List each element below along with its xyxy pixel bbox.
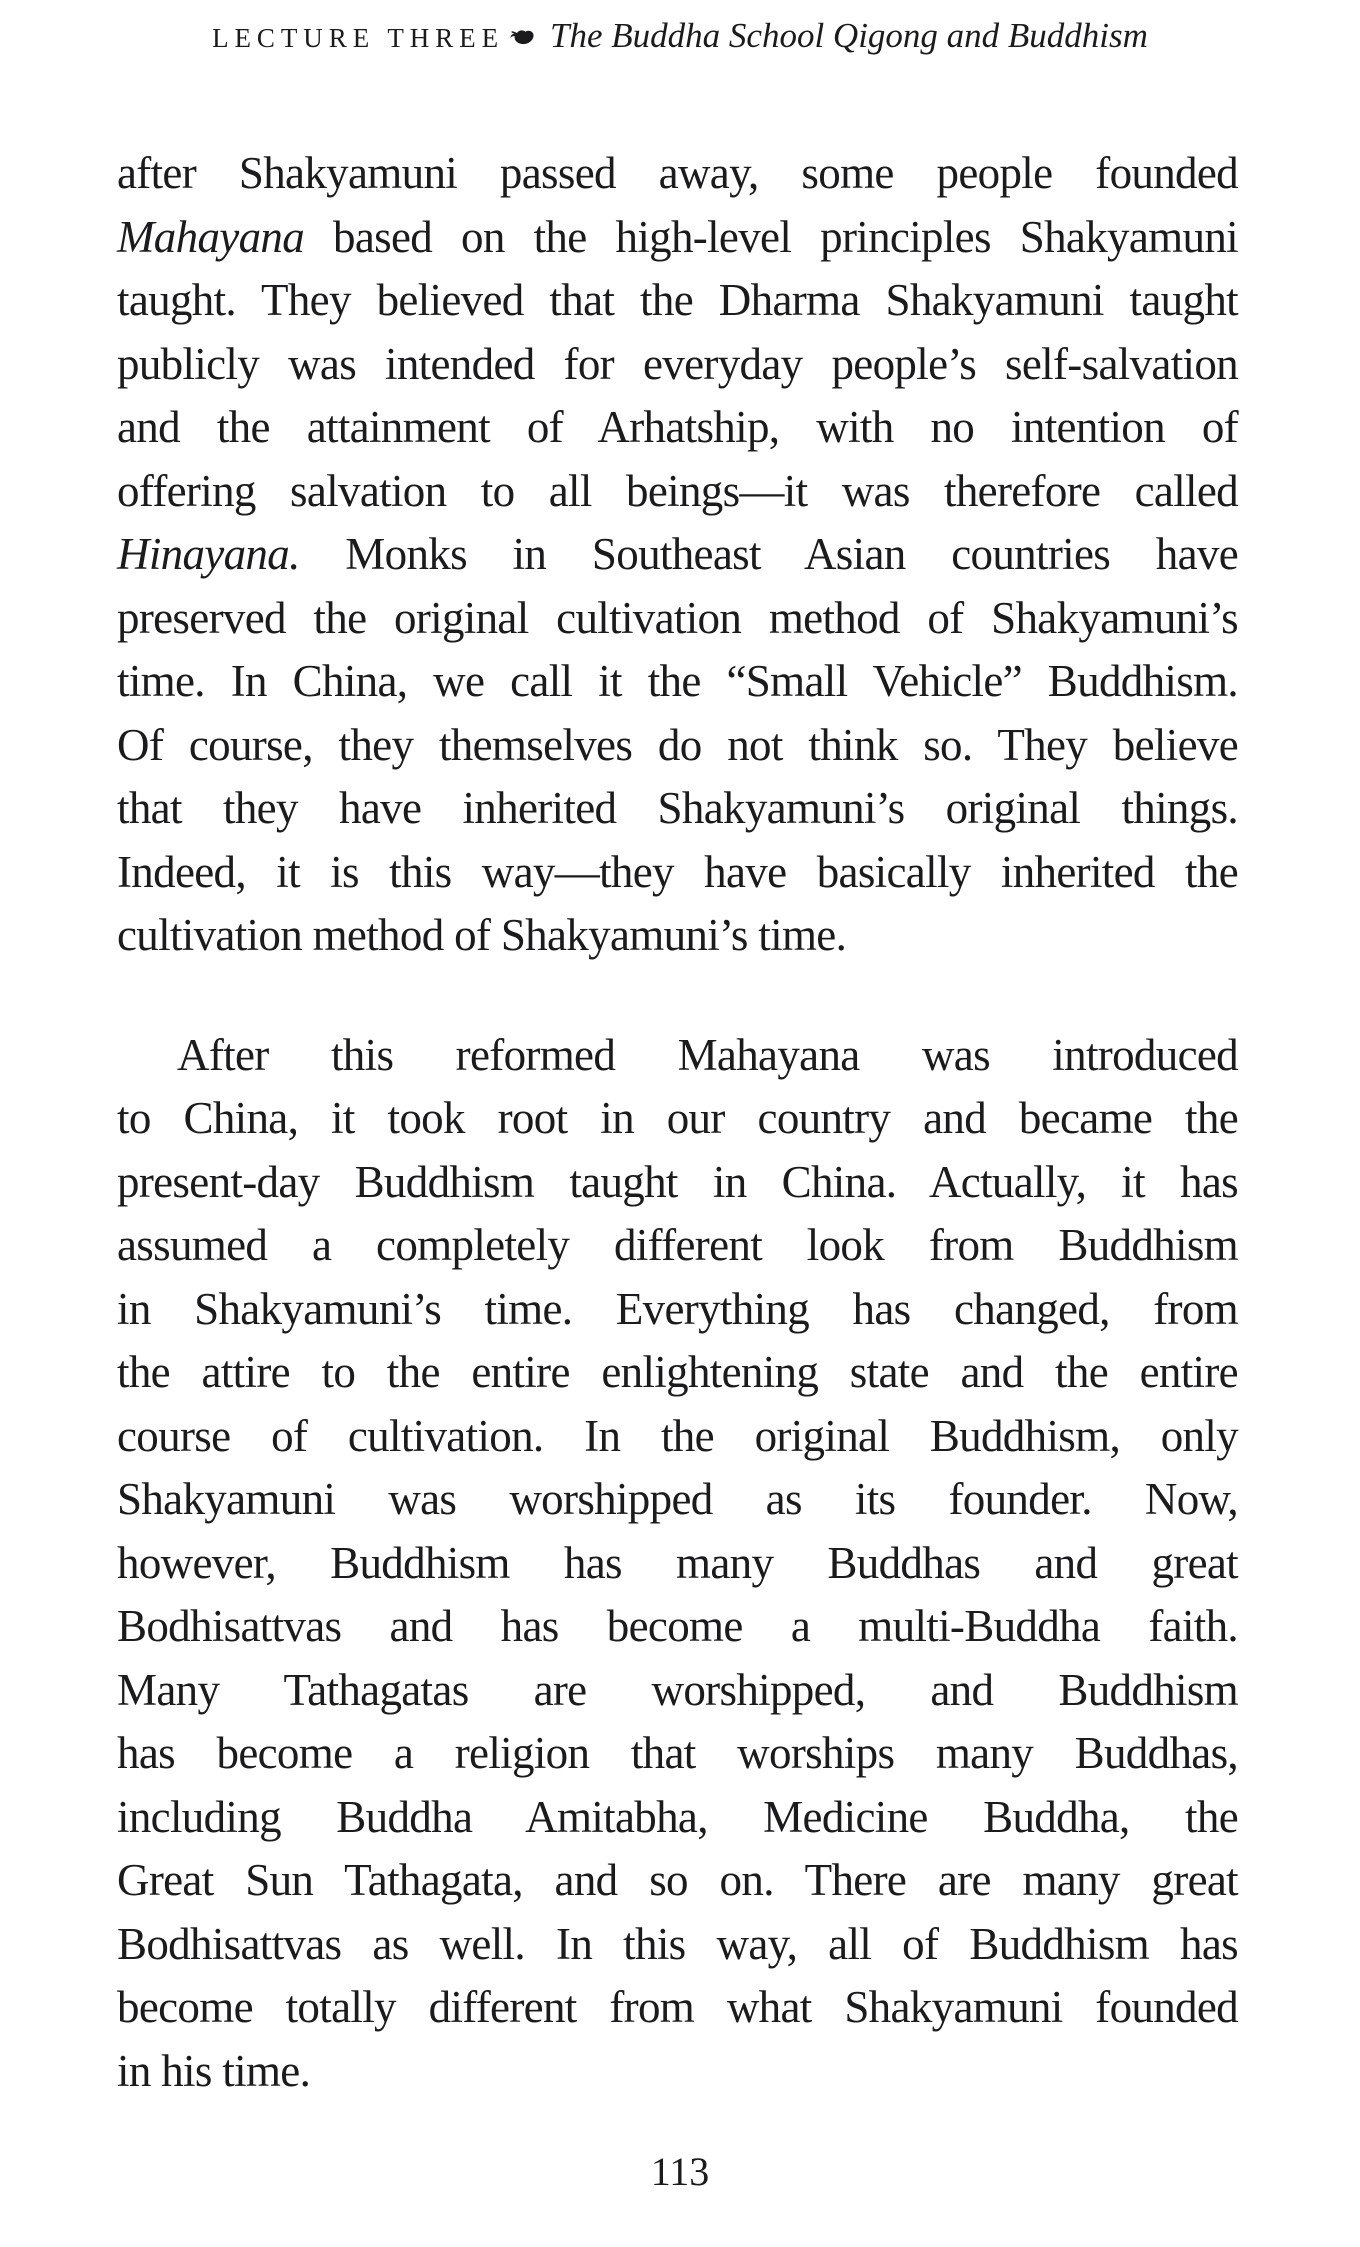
text-line xyxy=(117,1659,1238,1723)
page-footer xyxy=(0,2148,1360,2195)
text-line-content: in his time. xyxy=(117,2045,311,2096)
lecture-label: LECTURE THREE xyxy=(212,23,505,53)
text-line xyxy=(117,1849,1238,1913)
text-line xyxy=(117,1341,1238,1405)
text-line-content: offering salvation to all beings—it was therefore called xyxy=(117,465,1238,516)
text-line-content: Great Sun Tathagata, and so on. There are many great xyxy=(117,1855,1238,1905)
text-line xyxy=(117,1595,1238,1659)
text-line-content: Bodhisattvas as well. In this way, all of Buddhism has xyxy=(117,1918,1238,1969)
text-line-content: become totally different from what Shakyamuni founded xyxy=(117,1982,1238,2032)
text-line xyxy=(117,714,1238,778)
text-line-content: the attire to the entire enlightening state and the entire xyxy=(117,1347,1238,1397)
text-line xyxy=(117,1214,1238,1278)
text-line xyxy=(117,777,1238,841)
chapter-title: The Buddha School Qigong and Buddhism xyxy=(550,16,1148,55)
text-line xyxy=(117,904,1238,968)
text-line-content: cultivation method of Shakyamuni’s time. xyxy=(117,910,847,960)
text-line xyxy=(117,1151,1238,1215)
text-line xyxy=(117,396,1238,460)
text-line-content: Many Tathagatas are worshipped, and Buddhism xyxy=(117,1664,1238,1715)
text-line-content: course of cultivation. In the original Buddhism, only xyxy=(117,1410,1238,1461)
running-header xyxy=(0,16,1360,56)
text-line xyxy=(117,1087,1238,1151)
paragraph xyxy=(117,1024,1238,2104)
hedera-leaf-icon xyxy=(508,24,538,54)
text-line-content: assumed a completely different look from Buddhism xyxy=(117,1220,1238,1270)
page-number: 113 xyxy=(650,2149,710,2194)
text-line xyxy=(117,1024,1238,1088)
text-line-content: to China, it took root in our country and became the xyxy=(117,1093,1238,1143)
text-line-content: Hinayana. Monks in Southeast Asian countries have xyxy=(117,529,1238,579)
text-line xyxy=(117,523,1238,587)
paragraph xyxy=(117,142,1238,968)
text-line-content: and the attainment of Arhatship, with no intention of xyxy=(117,402,1238,452)
text-line xyxy=(117,1405,1238,1469)
text-line-content: has become a religion that worships many Buddhas, xyxy=(117,1728,1238,1778)
text-line xyxy=(117,2040,1238,2104)
text-line xyxy=(117,206,1238,270)
text-line-content: Indeed, it is this way—they have basically inherited the xyxy=(117,846,1238,897)
text-line-content: however, Buddhism has many Buddhas and great xyxy=(117,1537,1238,1588)
text-line xyxy=(117,1278,1238,1342)
text-line xyxy=(117,269,1238,333)
text-line xyxy=(117,1532,1238,1596)
text-line xyxy=(117,650,1238,714)
text-line-content: Of course, they themselves do not think so. They believe xyxy=(117,719,1238,770)
text-line-content: After this reformed Mahayana was introduced xyxy=(177,1029,1238,1080)
text-line-content: Shakyamuni was worshipped as its founder. Now, xyxy=(117,1474,1238,1524)
text-line-content: preserved the original cultivation method of Shakyamuni’s xyxy=(117,592,1238,643)
text-line-content: publicly was intended for everyday people’s self-salvation xyxy=(117,338,1238,389)
text-line-content: Bodhisattvas and has become a multi-Buddha faith. xyxy=(117,1601,1238,1651)
text-line xyxy=(117,1722,1238,1786)
text-line-content: in Shakyamuni’s time. Everything has changed, from xyxy=(117,1283,1238,1334)
text-line xyxy=(117,1913,1238,1977)
text-line xyxy=(117,587,1238,651)
text-line xyxy=(117,1976,1238,2040)
text-line-content: present-day Buddhism taught in China. Actually, it has xyxy=(117,1156,1238,1207)
text-line xyxy=(117,333,1238,397)
text-line xyxy=(117,841,1238,905)
text-line xyxy=(117,460,1238,524)
text-line-content: taught. They believed that the Dharma Shakyamuni taught xyxy=(117,275,1238,325)
text-line xyxy=(117,142,1238,206)
text-line xyxy=(117,1468,1238,1532)
text-line-content: Mahayana based on the high-level principles Shakyamuni xyxy=(117,211,1238,262)
text-line-content: after Shakyamuni passed away, some people founded xyxy=(117,148,1238,198)
text-line-content: including Buddha Amitabha, Medicine Buddha, the xyxy=(117,1791,1238,1842)
text-line-content: that they have inherited Shakyamuni’s original things. xyxy=(117,783,1238,833)
body-text xyxy=(117,142,1238,2103)
text-line-content: time. In China, we call it the “Small Vehicle” Buddhism. xyxy=(117,656,1238,706)
text-line xyxy=(117,1786,1238,1850)
